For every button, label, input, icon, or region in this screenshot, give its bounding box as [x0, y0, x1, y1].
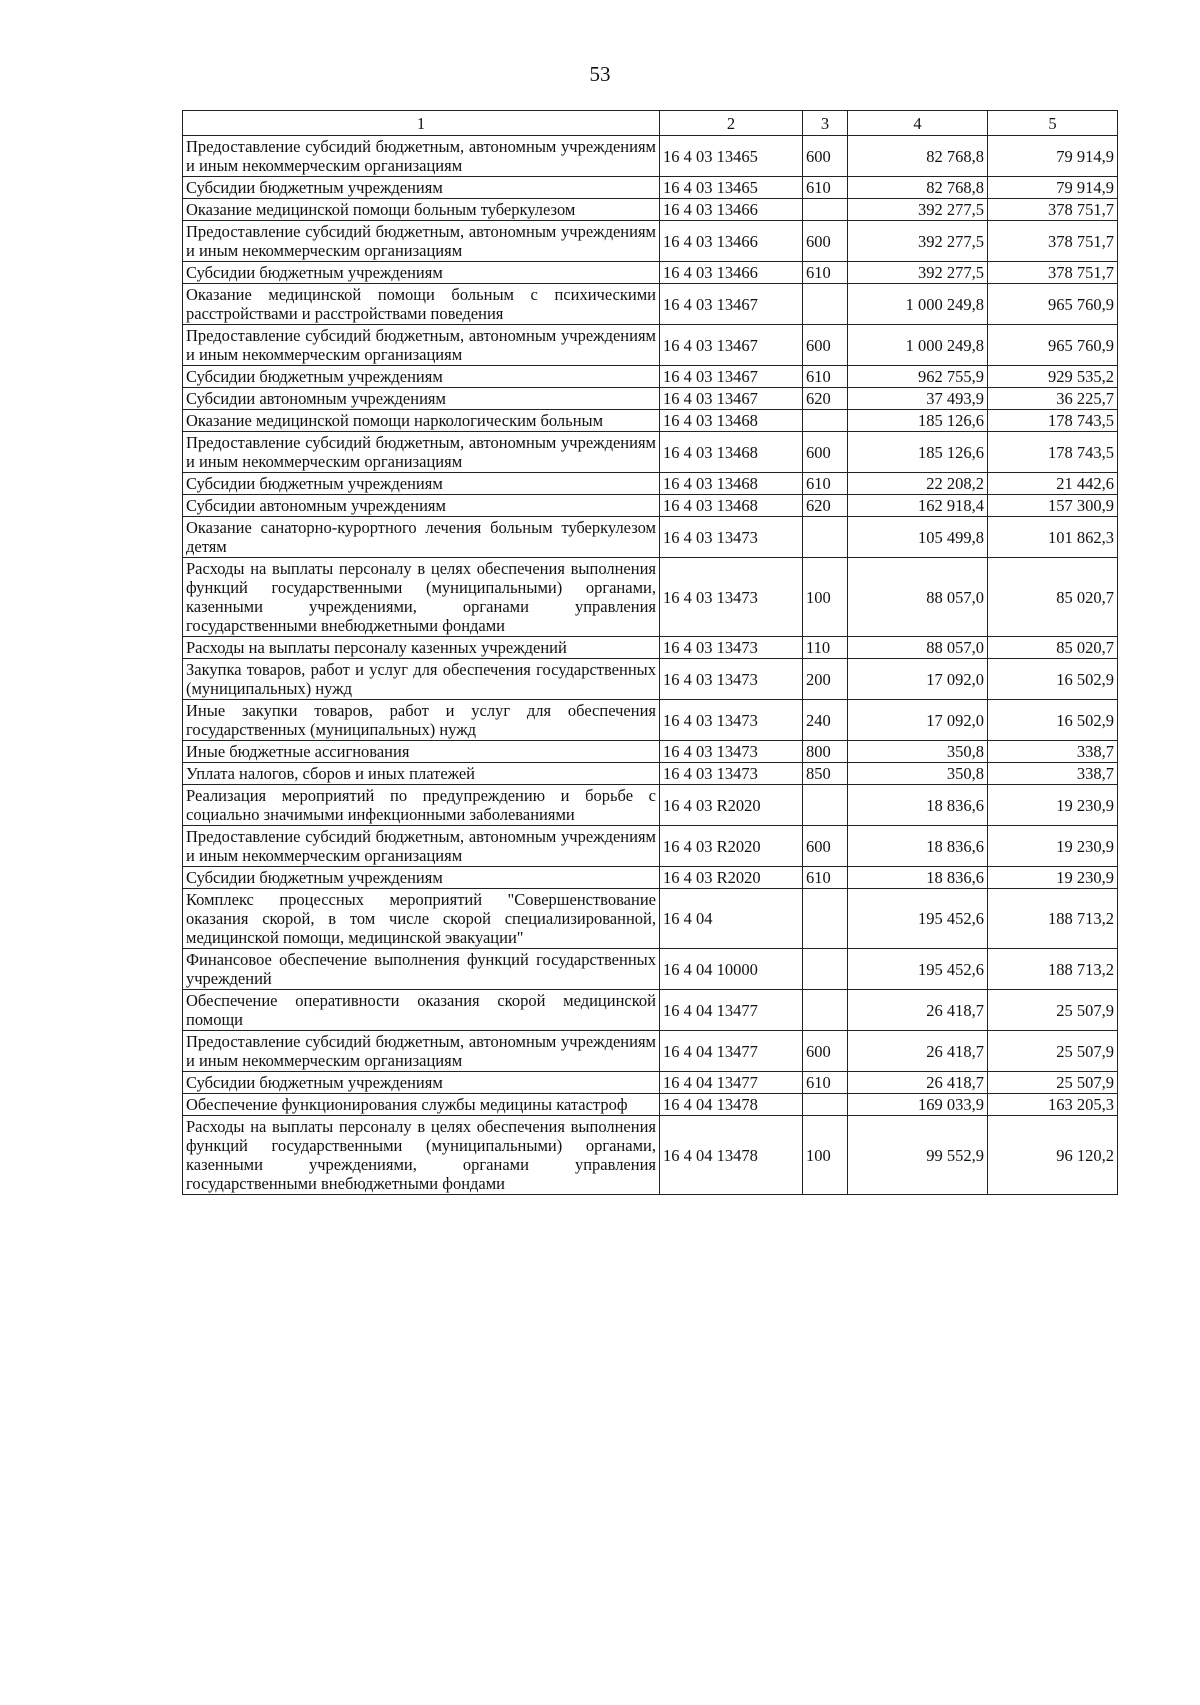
- row-code: 16 4 03 13467: [660, 366, 803, 388]
- table-row: [183, 867, 1118, 889]
- row-value-col4: 18 836,6: [848, 826, 988, 867]
- row-code: 16 4 04 13478: [660, 1116, 803, 1195]
- row-value-col5: 178 743,5: [988, 410, 1118, 432]
- row-code: 16 4 03 R2020: [660, 826, 803, 867]
- row-name: Расходы на выплаты персоналу казенных учреждений: [183, 637, 660, 659]
- row-value-col5: 965 760,9: [988, 284, 1118, 325]
- table-row: [183, 410, 1118, 432]
- row-value-col5: 19 230,9: [988, 867, 1118, 889]
- row-name: Субсидии бюджетным учреждениям: [183, 177, 660, 199]
- table-row: [183, 366, 1118, 388]
- row-value-col4: 392 277,5: [848, 221, 988, 262]
- row-value-col4: 99 552,9: [848, 1116, 988, 1195]
- row-value-col4: 350,8: [848, 763, 988, 785]
- table-body: [183, 136, 1118, 1195]
- row-name: Оказание медицинской помощи больным туберкулезом: [183, 199, 660, 221]
- row-name: Финансовое обеспечение выполнения функций государственных учреждений: [183, 949, 660, 990]
- column-header-2: 2: [660, 111, 803, 136]
- row-code: 16 4 03 13465: [660, 136, 803, 177]
- row-value-col4: 26 418,7: [848, 990, 988, 1031]
- row-expense-type: 850: [803, 763, 848, 785]
- row-code: 16 4 03 R2020: [660, 785, 803, 826]
- row-code: 16 4 04 10000: [660, 949, 803, 990]
- row-value-col4: 1 000 249,8: [848, 284, 988, 325]
- row-name: Предоставление субсидий бюджетным, автономным учреждениям и иным некоммерческим организациям: [183, 221, 660, 262]
- row-value-col4: 350,8: [848, 741, 988, 763]
- column-header-4: 4: [848, 111, 988, 136]
- row-value-col5: 25 507,9: [988, 1031, 1118, 1072]
- row-name: Субсидии автономным учреждениям: [183, 495, 660, 517]
- row-code: 16 4 03 13466: [660, 262, 803, 284]
- row-name: Предоставление субсидий бюджетным, автономным учреждениям и иным некоммерческим организациям: [183, 432, 660, 473]
- row-value-col5: 178 743,5: [988, 432, 1118, 473]
- row-name: Оказание медицинской помощи больным с психическими расстройствами и расстройствами поведения: [183, 284, 660, 325]
- row-code: 16 4 03 13473: [660, 659, 803, 700]
- table-row: [183, 785, 1118, 826]
- table-row: [183, 1072, 1118, 1094]
- row-expense-type: [803, 990, 848, 1031]
- table-row: [183, 221, 1118, 262]
- row-value-col4: 26 418,7: [848, 1072, 988, 1094]
- row-expense-type: [803, 949, 848, 990]
- row-code: 16 4 03 R2020: [660, 867, 803, 889]
- table-row: [183, 1116, 1118, 1195]
- row-code: 16 4 04 13478: [660, 1094, 803, 1116]
- row-expense-type: 600: [803, 325, 848, 366]
- row-value-col5: 85 020,7: [988, 558, 1118, 637]
- row-name: Предоставление субсидий бюджетным, автономным учреждениям и иным некоммерческим организациям: [183, 325, 660, 366]
- row-value-col5: 19 230,9: [988, 785, 1118, 826]
- row-value-col4: 169 033,9: [848, 1094, 988, 1116]
- row-value-col4: 392 277,5: [848, 262, 988, 284]
- row-value-col5: 338,7: [988, 763, 1118, 785]
- row-value-col5: 21 442,6: [988, 473, 1118, 495]
- row-name: Закупка товаров, работ и услуг для обеспечения государственных (муниципальных) нужд: [183, 659, 660, 700]
- row-value-col4: 18 836,6: [848, 867, 988, 889]
- row-value-col4: 18 836,6: [848, 785, 988, 826]
- row-code: 16 4 04 13477: [660, 990, 803, 1031]
- row-name: Предоставление субсидий бюджетным, автономным учреждениям и иным некоммерческим организациям: [183, 1031, 660, 1072]
- row-value-col5: 25 507,9: [988, 990, 1118, 1031]
- row-name: Субсидии бюджетным учреждениям: [183, 1072, 660, 1094]
- row-name: Субсидии бюджетным учреждениям: [183, 366, 660, 388]
- row-value-col5: 16 502,9: [988, 700, 1118, 741]
- row-expense-type: 600: [803, 221, 848, 262]
- row-value-col5: 378 751,7: [988, 199, 1118, 221]
- row-expense-type: 600: [803, 826, 848, 867]
- table-row: [183, 558, 1118, 637]
- row-value-col5: 96 120,2: [988, 1116, 1118, 1195]
- row-value-col5: 79 914,9: [988, 136, 1118, 177]
- row-name: Субсидии бюджетным учреждениям: [183, 262, 660, 284]
- row-expense-type: 610: [803, 262, 848, 284]
- row-expense-type: 610: [803, 366, 848, 388]
- row-expense-type: [803, 410, 848, 432]
- row-value-col5: 157 300,9: [988, 495, 1118, 517]
- row-value-col5: 19 230,9: [988, 826, 1118, 867]
- table-row: [183, 826, 1118, 867]
- row-value-col5: 338,7: [988, 741, 1118, 763]
- row-code: 16 4 03 13468: [660, 495, 803, 517]
- column-header-1: 1: [183, 111, 660, 136]
- row-value-col4: 88 057,0: [848, 558, 988, 637]
- row-value-col4: 1 000 249,8: [848, 325, 988, 366]
- table-row: [183, 262, 1118, 284]
- row-expense-type: [803, 517, 848, 558]
- table-row: [183, 741, 1118, 763]
- row-value-col5: 378 751,7: [988, 221, 1118, 262]
- row-code: 16 4 03 13468: [660, 432, 803, 473]
- row-name: Предоставление субсидий бюджетным, автономным учреждениям и иным некоммерческим организациям: [183, 136, 660, 177]
- row-expense-type: [803, 889, 848, 949]
- row-name: Расходы на выплаты персоналу в целях обеспечения выполнения функций государственными (муниципальными) органами, казенными учреждениями, органами управления государственными внебюджетными фондами: [183, 1116, 660, 1195]
- row-value-col5: 188 713,2: [988, 889, 1118, 949]
- row-expense-type: 610: [803, 1072, 848, 1094]
- table-row: [183, 949, 1118, 990]
- table-row: [183, 1094, 1118, 1116]
- table-row: [183, 473, 1118, 495]
- table-row: [183, 432, 1118, 473]
- row-value-col4: 82 768,8: [848, 136, 988, 177]
- row-value-col5: 79 914,9: [988, 177, 1118, 199]
- row-expense-type: [803, 284, 848, 325]
- row-name: Субсидии бюджетным учреждениям: [183, 473, 660, 495]
- row-code: 16 4 03 13468: [660, 473, 803, 495]
- row-value-col4: 962 755,9: [848, 366, 988, 388]
- row-name: Обеспечение оперативности оказания скорой медицинской помощи: [183, 990, 660, 1031]
- row-expense-type: [803, 785, 848, 826]
- row-code: 16 4 03 13468: [660, 410, 803, 432]
- row-expense-type: 610: [803, 473, 848, 495]
- table-row: [183, 284, 1118, 325]
- row-value-col5: 36 225,7: [988, 388, 1118, 410]
- table-row: [183, 659, 1118, 700]
- row-code: 16 4 04 13477: [660, 1072, 803, 1094]
- table-row: [183, 136, 1118, 177]
- table-row: [183, 495, 1118, 517]
- row-value-col5: 378 751,7: [988, 262, 1118, 284]
- row-expense-type: [803, 199, 848, 221]
- row-value-col5: 101 862,3: [988, 517, 1118, 558]
- row-expense-type: 600: [803, 136, 848, 177]
- row-value-col5: 965 760,9: [988, 325, 1118, 366]
- row-code: 16 4 03 13467: [660, 325, 803, 366]
- header-row: [183, 111, 1118, 136]
- column-header-3: 3: [803, 111, 848, 136]
- row-code: 16 4 03 13473: [660, 558, 803, 637]
- row-code: 16 4 03 13473: [660, 637, 803, 659]
- table-row: [183, 889, 1118, 949]
- row-value-col4: 185 126,6: [848, 410, 988, 432]
- row-value-col4: 162 918,4: [848, 495, 988, 517]
- row-value-col4: 105 499,8: [848, 517, 988, 558]
- table-row: [183, 990, 1118, 1031]
- table-row: [183, 637, 1118, 659]
- row-code: 16 4 03 13473: [660, 700, 803, 741]
- row-name: Иные бюджетные ассигнования: [183, 741, 660, 763]
- row-value-col5: 85 020,7: [988, 637, 1118, 659]
- row-expense-type: 610: [803, 177, 848, 199]
- row-name: Субсидии бюджетным учреждениям: [183, 867, 660, 889]
- row-expense-type: 600: [803, 432, 848, 473]
- row-expense-type: 800: [803, 741, 848, 763]
- row-code: 16 4 03 13466: [660, 199, 803, 221]
- row-code: 16 4 03 13473: [660, 763, 803, 785]
- row-value-col4: 88 057,0: [848, 637, 988, 659]
- row-code: 16 4 03 13466: [660, 221, 803, 262]
- row-value-col5: 25 507,9: [988, 1072, 1118, 1094]
- row-value-col5: 163 205,3: [988, 1094, 1118, 1116]
- row-code: 16 4 04: [660, 889, 803, 949]
- row-expense-type: 110: [803, 637, 848, 659]
- row-value-col4: 195 452,6: [848, 949, 988, 990]
- row-value-col4: 392 277,5: [848, 199, 988, 221]
- row-name: Расходы на выплаты персоналу в целях обеспечения выполнения функций государственными (муниципальными) органами, казенными учреждениями, органами управления государственными внебюджетными фондами: [183, 558, 660, 637]
- row-expense-type: 620: [803, 495, 848, 517]
- row-name: Оказание санаторно-курортного лечения больным туберкулезом детям: [183, 517, 660, 558]
- row-code: 16 4 03 13473: [660, 741, 803, 763]
- table-header: [183, 111, 1118, 136]
- table-row: [183, 199, 1118, 221]
- table-row: [183, 1031, 1118, 1072]
- row-expense-type: 240: [803, 700, 848, 741]
- row-name: Комплекс процессных мероприятий "Совершенствование оказания скорой, в том числе скорой специализированной, медицинской помощи, медицинской эвакуации": [183, 889, 660, 949]
- row-code: 16 4 03 13473: [660, 517, 803, 558]
- row-expense-type: 200: [803, 659, 848, 700]
- row-value-col5: 188 713,2: [988, 949, 1118, 990]
- row-value-col4: 22 208,2: [848, 473, 988, 495]
- page-number: 53: [589, 62, 611, 86]
- row-expense-type: 100: [803, 558, 848, 637]
- table-row: [183, 177, 1118, 199]
- table-row: [183, 517, 1118, 558]
- row-name: Иные закупки товаров, работ и услуг для обеспечения государственных (муниципальных) нужд: [183, 700, 660, 741]
- row-name: Реализация мероприятий по предупреждению и борьбе с социально значимыми инфекционными заболеваниями: [183, 785, 660, 826]
- row-value-col4: 17 092,0: [848, 659, 988, 700]
- row-value-col5: 16 502,9: [988, 659, 1118, 700]
- row-name: Предоставление субсидий бюджетным, автономным учреждениям и иным некоммерческим организациям: [183, 826, 660, 867]
- row-name: Оказание медицинской помощи наркологическим больным: [183, 410, 660, 432]
- row-code: 16 4 04 13477: [660, 1031, 803, 1072]
- row-name: Уплата налогов, сборов и иных платежей: [183, 763, 660, 785]
- row-value-col4: 17 092,0: [848, 700, 988, 741]
- row-value-col4: 185 126,6: [848, 432, 988, 473]
- row-value-col4: 26 418,7: [848, 1031, 988, 1072]
- row-value-col4: 195 452,6: [848, 889, 988, 949]
- budget-table: [182, 110, 1118, 1195]
- row-value-col4: 37 493,9: [848, 388, 988, 410]
- table-row: [183, 700, 1118, 741]
- row-code: 16 4 03 13465: [660, 177, 803, 199]
- row-name: Субсидии автономным учреждениям: [183, 388, 660, 410]
- row-value-col5: 929 535,2: [988, 366, 1118, 388]
- column-header-5: 5: [988, 111, 1118, 136]
- table-row: [183, 325, 1118, 366]
- row-expense-type: [803, 1094, 848, 1116]
- row-expense-type: 100: [803, 1116, 848, 1195]
- row-expense-type: 610: [803, 867, 848, 889]
- row-code: 16 4 03 13467: [660, 388, 803, 410]
- row-code: 16 4 03 13467: [660, 284, 803, 325]
- row-value-col4: 82 768,8: [848, 177, 988, 199]
- table-row: [183, 388, 1118, 410]
- row-expense-type: 620: [803, 388, 848, 410]
- row-name: Обеспечение функционирования службы медицины катастроф: [183, 1094, 660, 1116]
- table-row: [183, 763, 1118, 785]
- row-expense-type: 600: [803, 1031, 848, 1072]
